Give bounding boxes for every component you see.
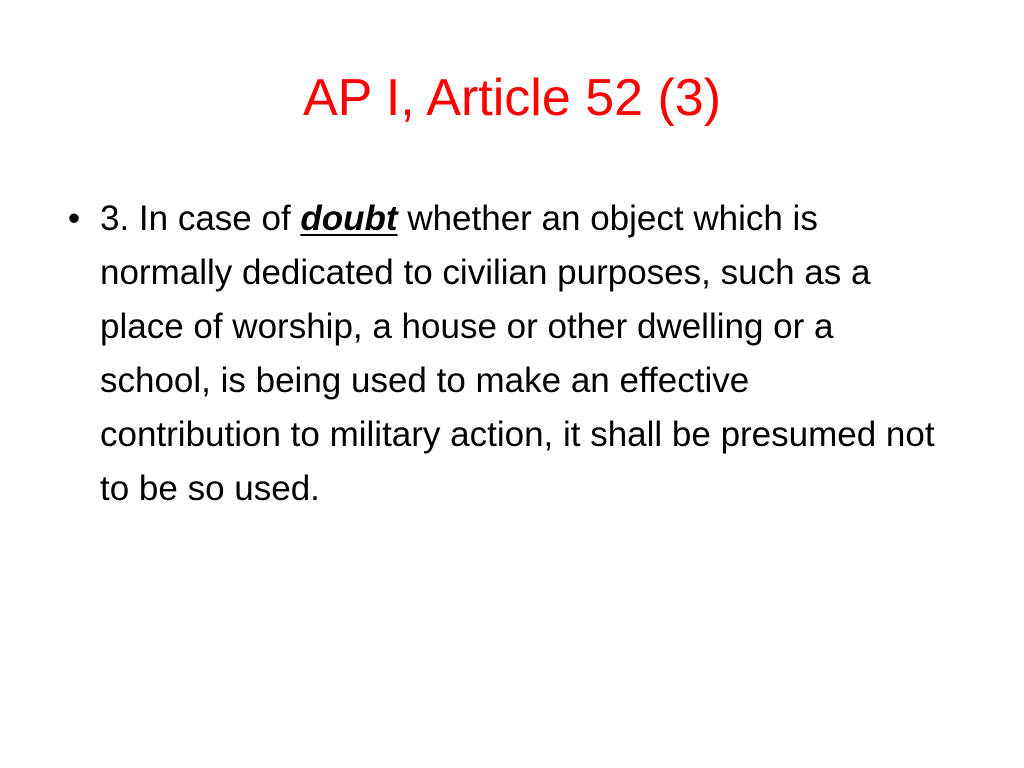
bullet-item [58, 192, 938, 516]
bullet-list [58, 192, 938, 516]
bullet-text-after: whether an object which is normally dedicated to civilian purposes, such as a place of worship, a house or other dwelling or a school, is being used to make an effective contribution to military action, it shall be presumed not to be so used. [100, 199, 935, 508]
slide-title: AP I, Article 52 (3) [302, 69, 722, 127]
emphasized-word: doubt [300, 199, 398, 238]
bullet-text-before: 3. In case of [100, 199, 301, 238]
bullet-icon: • [67, 199, 81, 238]
